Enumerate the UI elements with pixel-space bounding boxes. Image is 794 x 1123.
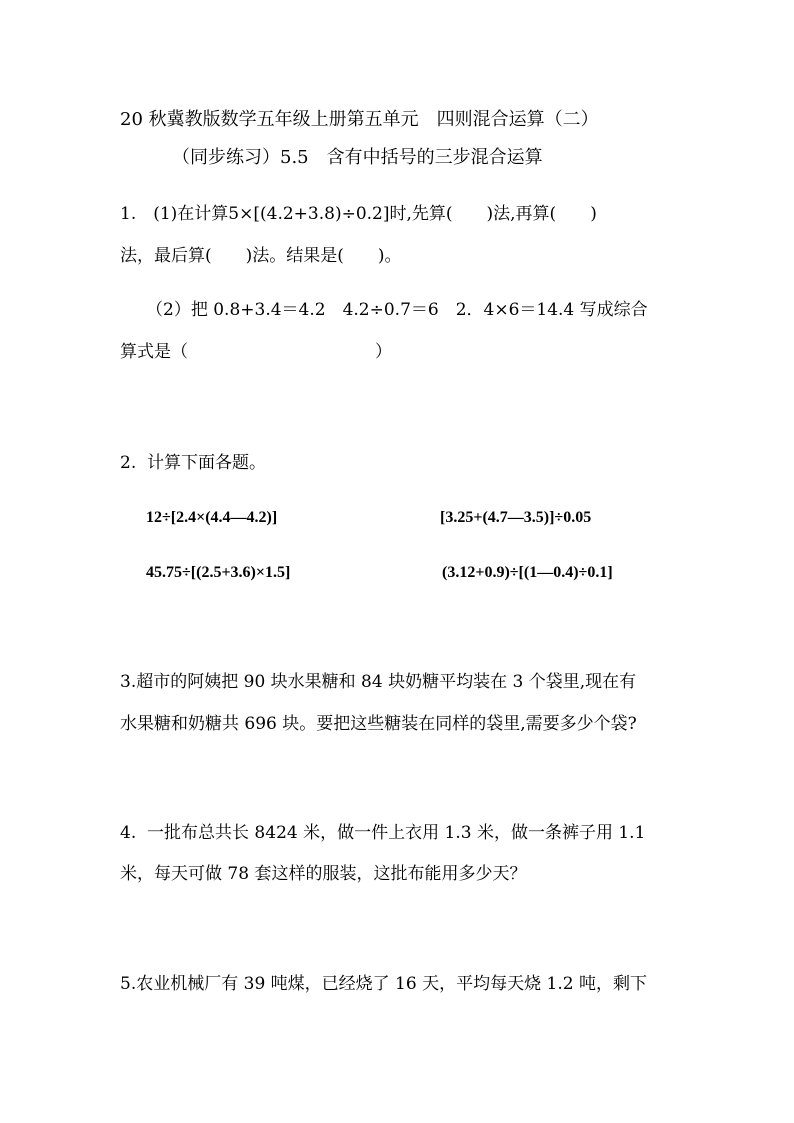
title-line-1: 20 秋冀教版数学五年级上册第五单元 四则混合运算（二） xyxy=(120,109,599,130)
q1-part2-line1: （2）把 0.8+3.4＝4.2 4.2÷0.7＝6 2．4×6＝14.4 写成综合 xyxy=(146,300,648,320)
q1-part2-line2: 算式是（ ） xyxy=(120,342,392,362)
q3-line2: 水果糖和奶糖共 696 块。要把这些糖装在同样的袋里,需要多少个袋? xyxy=(120,714,637,734)
q1-part1-line1: 1. (1)在计算5×[(4.2+3.8)÷0.2]时,先算( )法,再算( ) xyxy=(120,204,597,224)
q2-expression: 12÷[2.4×(4.4—4.2)] xyxy=(146,509,278,526)
q2-expression: [3.25+(4.7—3.5)]÷0.05 xyxy=(440,509,592,526)
q5-line1: 5.农业机械厂有 39 吨煤，已经烧了 16 天，平均每天烧 1.2 吨，剩下 xyxy=(120,974,647,994)
q3-line1: 3.超市的阿姨把 90 块水果糖和 84 块奶糖平均装在 3 个袋里,现在有 xyxy=(120,672,637,692)
q2-expression: (3.12+0.9)÷[(1—0.4)÷0.1] xyxy=(442,564,613,581)
q4-line2: 米，每天可做 78 套这样的服装，这批布能用多少天？ xyxy=(120,864,527,884)
q2-expression: 45.75÷[(2.5+3.6)×1.5] xyxy=(146,564,291,581)
q4-line1: 4. 一批布总共长 8424 米，做一件上衣用 1.3 米，做一条裤子用 1.1 xyxy=(120,823,646,843)
q1-part1-line2: 法，最后算( )法。结果是( )。 xyxy=(120,246,402,266)
title-line-2: （同步练习）5.5 含有中括号的三步混合运算 xyxy=(172,147,543,168)
q2-heading: 2. 计算下面各题。 xyxy=(120,453,267,473)
